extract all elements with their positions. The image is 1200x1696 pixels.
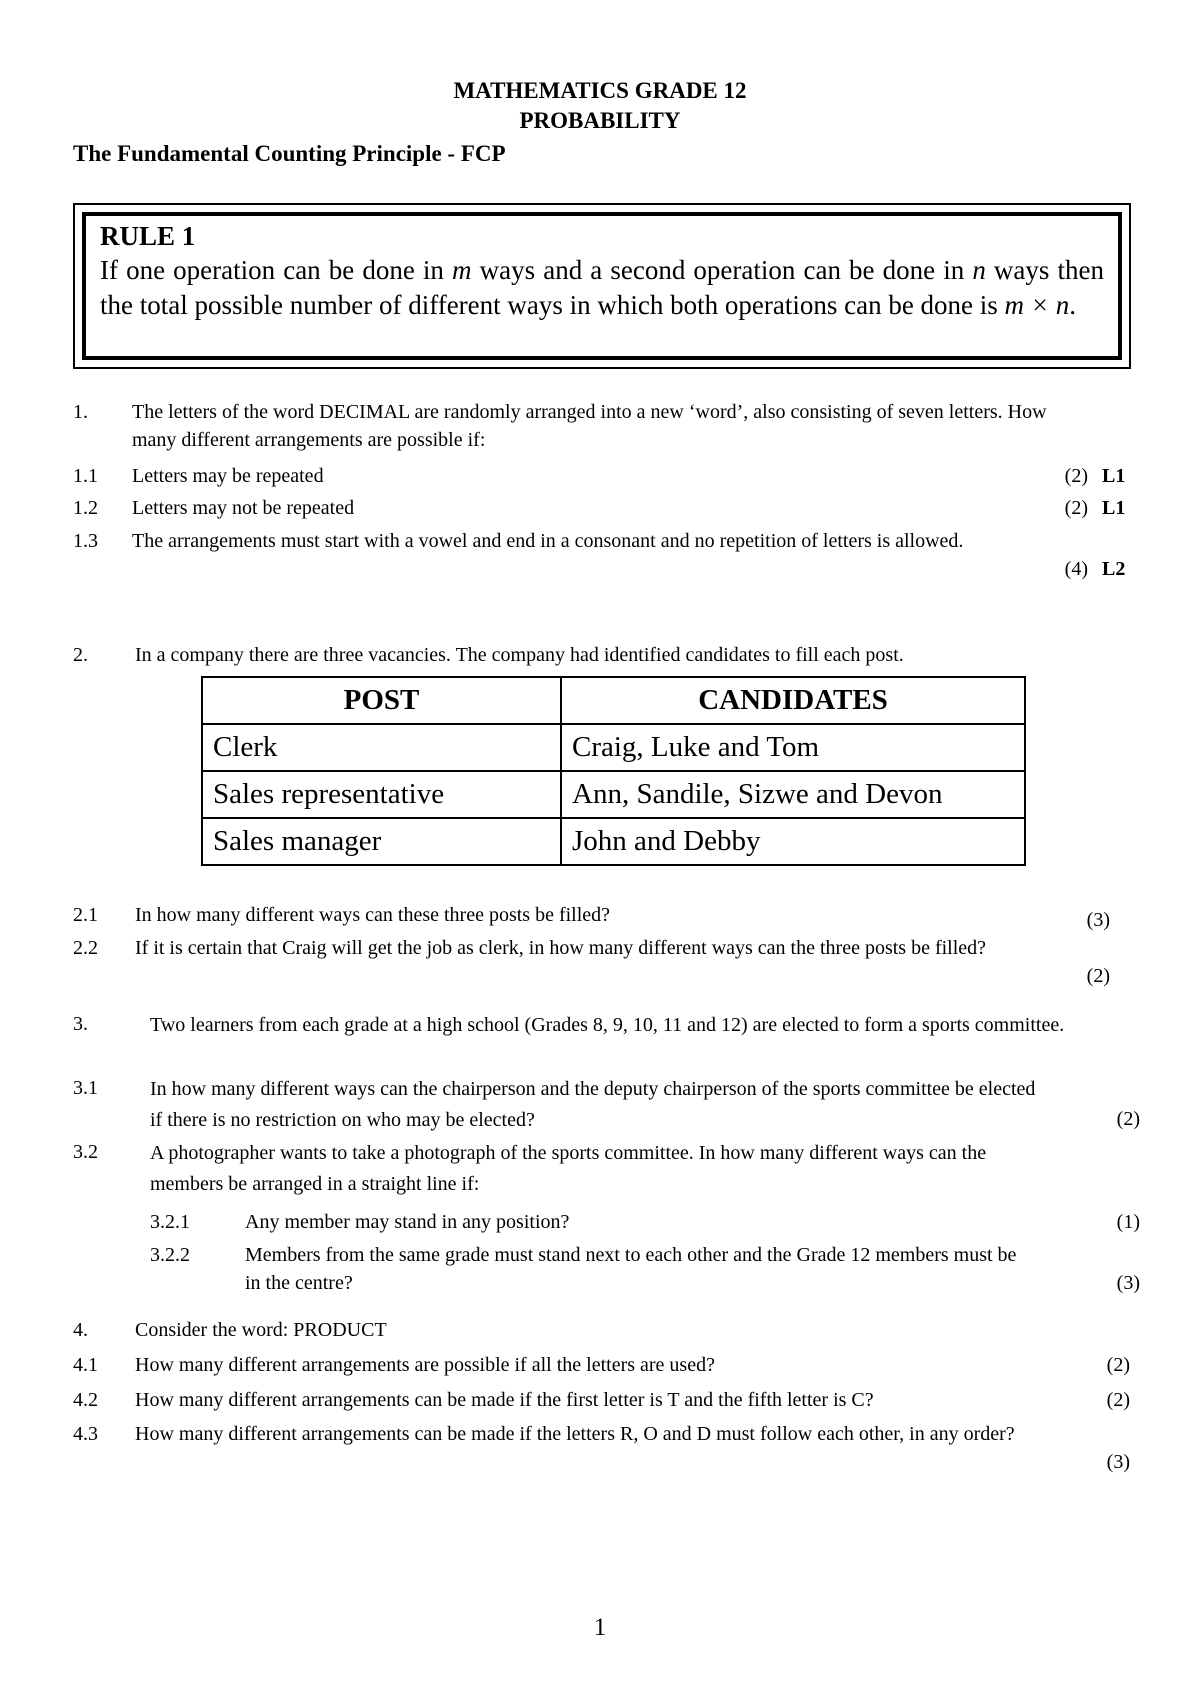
q1-1-level: L1 xyxy=(1102,465,1126,487)
q3-text: Two learners from each grade at a high school (Grades 8, 9, 10, 11 and 12) are elected to form a sports committee. xyxy=(150,1014,1065,1036)
q4-1-mark: (2) xyxy=(1106,1354,1130,1376)
q3-1-text: In how many different ways can the chairperson and the deputy chairperson of the sports committee be elected if there is no restriction on who may be elected? xyxy=(150,1078,1036,1131)
q2-2-mark: (2) xyxy=(1086,965,1110,987)
q3-2-2-text: Members from the same grade must stand next to each other and the Grade 12 members must be in the centre? xyxy=(245,1244,1017,1294)
table-header-row xyxy=(202,677,1025,724)
table-cell-candidates: Ann, Sandile, Sizwe and Devon xyxy=(561,771,1025,818)
q3-number: 3. xyxy=(73,1013,88,1035)
q1-3-mark: (4) xyxy=(1064,558,1088,580)
table-header-candidates: CANDIDATES xyxy=(561,677,1025,724)
q1-2-mark: (2) xyxy=(1064,497,1088,519)
doc-title: MATHEMATICS GRADE 12 xyxy=(453,78,747,103)
table-cell-post: Sales manager xyxy=(202,818,561,865)
q1-2-number: 1.2 xyxy=(73,497,98,519)
q3-2-1-number: 3.2.1 xyxy=(150,1211,190,1233)
q3-2-number: 3.2 xyxy=(73,1141,98,1163)
q2-number: 2. xyxy=(73,644,88,666)
doc-topic: PROBABILITY xyxy=(519,108,681,133)
q4-1-text: How many different arrangements are possible if all the letters are used? xyxy=(135,1354,715,1376)
q4-2-number: 4.2 xyxy=(73,1389,98,1411)
q3-1-number: 3.1 xyxy=(73,1077,98,1099)
q3-2-text: A photographer wants to take a photograph of the sports committee. In how many different ways can the members be arranged in a straight line if: xyxy=(150,1142,987,1195)
q4-3-number: 4.3 xyxy=(73,1423,98,1445)
q1-number: 1. xyxy=(73,401,88,423)
table-cell-post: Sales representative xyxy=(202,771,561,818)
q1-2-text: Letters may not be repeated xyxy=(132,497,355,519)
rule-product: m × n xyxy=(1004,290,1070,320)
rule-var-n: n xyxy=(972,255,986,285)
posts-table xyxy=(201,676,1026,866)
q2-2-text: If it is certain that Craig will get the job as clerk, in how many different ways can the three posts be filled? xyxy=(135,937,987,959)
rule-box-inner xyxy=(82,212,1122,360)
table-header-post: POST xyxy=(202,677,561,724)
rule-box xyxy=(73,203,1131,369)
page-number: 1 xyxy=(593,1614,607,1641)
q1-2-level: L1 xyxy=(1102,497,1126,519)
doc-subtitle: The Fundamental Counting Principle - FCP xyxy=(73,141,506,166)
rule-title: RULE 1 xyxy=(100,221,196,251)
table-cell-candidates: John and Debby xyxy=(561,818,1025,865)
q1-1-mark: (2) xyxy=(1064,465,1088,487)
q1-3-number: 1.3 xyxy=(73,530,98,552)
q2-1-number: 2.1 xyxy=(73,904,98,926)
q4-text: Consider the word: PRODUCT xyxy=(135,1319,387,1341)
q3-2-1-text: Any member may stand in any position? xyxy=(245,1211,570,1233)
q1-1-number: 1.1 xyxy=(73,465,98,487)
q4-2-mark: (2) xyxy=(1106,1389,1130,1411)
q3-2-2-number: 3.2.2 xyxy=(150,1244,190,1266)
q2-1-text: In how many different ways can these three posts be filled? xyxy=(135,904,611,926)
table-cell-candidates: Craig, Luke and Tom xyxy=(561,724,1025,771)
q4-1-number: 4.1 xyxy=(73,1354,98,1376)
q2-1-mark: (3) xyxy=(1086,909,1110,931)
q1-text: The letters of the word DECIMAL are randomly arranged into a new ‘word’, also consisting of seven letters. How many different arrangements are possible if: xyxy=(132,401,1047,451)
rule-var-m: m xyxy=(452,255,472,285)
q1-1-text: Letters may be repeated xyxy=(132,465,324,487)
q4-3-text: How many different arrangements can be made if the letters R, O and D must follow each other, in any order? xyxy=(135,1423,1015,1445)
q4-number: 4. xyxy=(73,1319,88,1341)
q1-3-level: L2 xyxy=(1102,558,1126,580)
rule-text: If one operation can be done in m ways and a second operation can be done in n ways then the total possible number of different ways in which both operations can be done is m × n. xyxy=(100,255,1104,320)
q2-text: In a company there are three vacancies. The company had identified candidates to fill each post. xyxy=(135,644,904,666)
q1-3-text: The arrangements must start with a vowel and end in a consonant and no repetition of letters is allowed. xyxy=(132,530,964,552)
table-row xyxy=(202,724,1025,771)
table-row xyxy=(202,818,1025,865)
table-row xyxy=(202,771,1025,818)
q3-2-1-mark: (1) xyxy=(1116,1211,1140,1233)
q4-2-text: How many different arrangements can be made if the first letter is T and the fifth letter is C? xyxy=(135,1389,874,1411)
q4-3-mark: (3) xyxy=(1106,1451,1130,1473)
q2-2-number: 2.2 xyxy=(73,937,98,959)
q3-1-mark: (2) xyxy=(1116,1108,1140,1130)
table-cell-post: Clerk xyxy=(202,724,561,771)
q3-2-2-mark: (3) xyxy=(1116,1272,1140,1294)
